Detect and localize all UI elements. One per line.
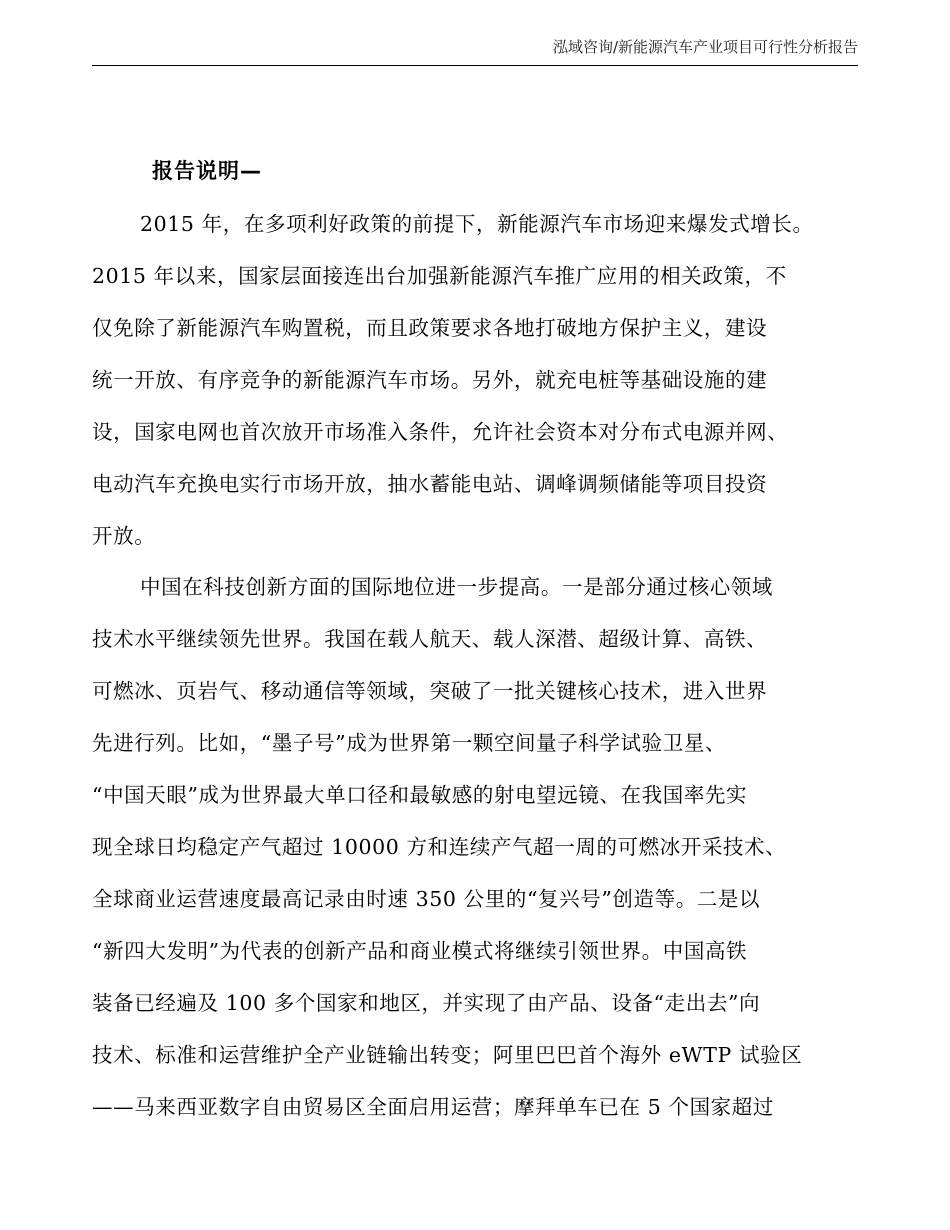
paragraph-line: ——马来西亚数字自由贸易区全面启用运营；摩拜单车已在 5 个国家超过 <box>92 1095 774 1119</box>
paragraph-line: 可燃冰、页岩气、移动通信等领域，突破了一批关键核心技术，进入世界 <box>92 679 768 703</box>
paragraph-line: 开放。 <box>92 524 156 548</box>
paragraph-line: 现全球日均稳定产气超过 10000 方和连续产气超一周的可燃冰开采技术、 <box>92 835 787 859</box>
paragraph-line: 电动汽车充换电实行市场开放，抽水蓄能电站、调峰调频储能等项目投资 <box>92 472 768 496</box>
paragraph-line: “新四大发明”为代表的创新产品和商业模式将继续引领世界。中国高铁 <box>92 939 748 963</box>
paragraph-line: 全球商业运营速度最高记录由时速 350 公里的“复兴号”创造等。二是以 <box>92 887 761 911</box>
paragraph-line: 技术、标准和运营维护全产业链输出转变；阿里巴巴首个海外 eWTP 试验区 <box>92 1043 803 1067</box>
paragraph-line: 统一开放、有序竞争的新能源汽车市场。另外，就充电桩等基础设施的建 <box>92 368 768 392</box>
page-header: 泓域咨询/新能源汽车产业项目可行性分析报告 <box>92 36 858 66</box>
section-title: 报告说明— <box>152 159 262 183</box>
paragraph-line: 设，国家电网也首次放开市场准入条件，允许社会资本对分布式电源并网、 <box>92 420 789 444</box>
paragraph-line: “中国天眼”成为世界最大单口径和最敏感的射电望远镜、在我国率先实 <box>92 783 748 807</box>
paragraph-line: 中国在科技创新方面的国际地位进一步提高。一是部分通过核心领域 <box>140 575 773 599</box>
paragraph-line: 装备已经遍及 100 多个国家和地区，并实现了由产品、设备“走出去”向 <box>92 991 761 1015</box>
paragraph-line: 技术水平继续领先世界。我国在载人航天、载人深潜、超级计算、高铁、 <box>92 627 768 651</box>
paragraph-line: 2015 年，在多项利好政策的前提下，新能源汽车市场迎来爆发式增长。 <box>140 212 814 236</box>
paragraph-line: 2015 年以来，国家层面接连出台加强新能源汽车推广应用的相关政策，不 <box>92 264 787 288</box>
paragraph-line: 仅免除了新能源汽车购置税，而且政策要求各地打破地方保护主义，建设 <box>92 316 768 340</box>
paragraph-line: 先进行列。比如，“墨子号”成为世界第一颗空间量子科学试验卫星、 <box>92 731 727 755</box>
